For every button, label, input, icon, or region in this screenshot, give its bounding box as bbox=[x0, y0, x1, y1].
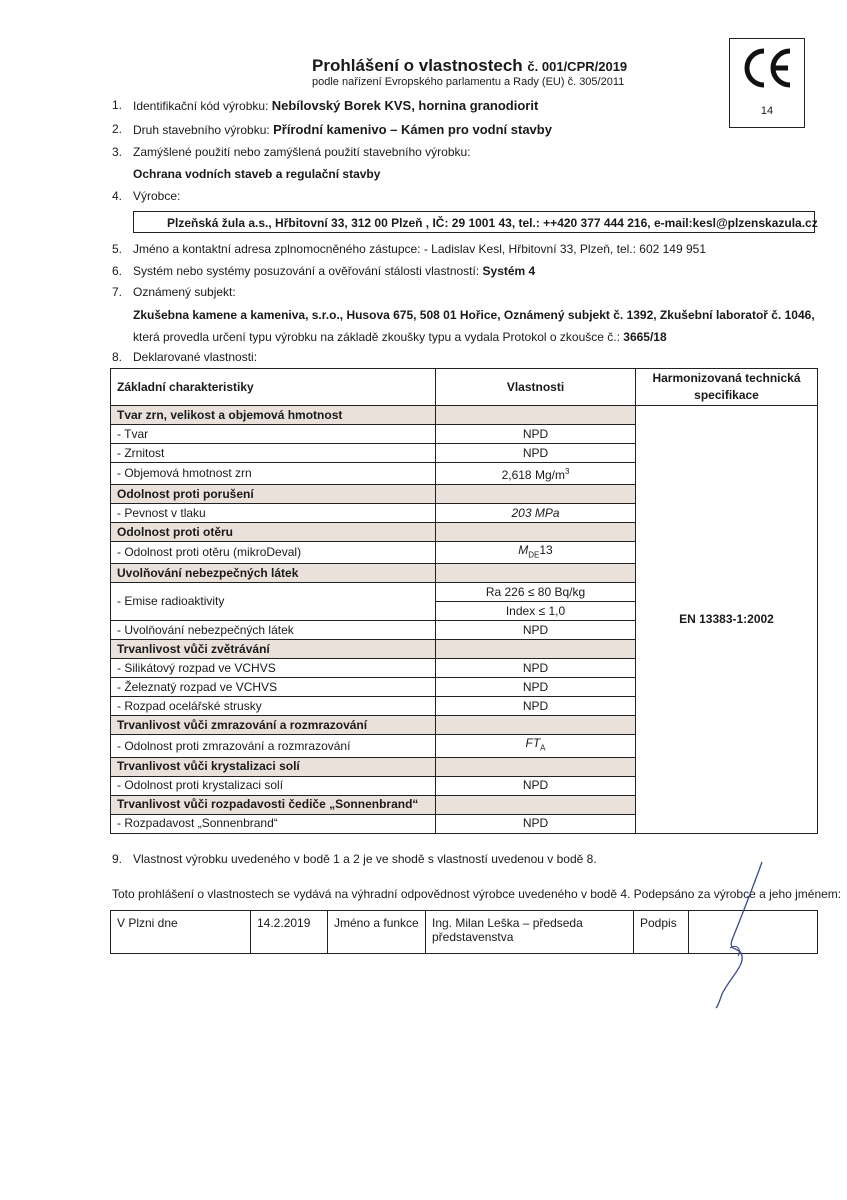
closing-statement: Toto prohlášení o vlastnostech se vydává na výhradní odpovědnost výrobce uvedeného v bodě 4. Podepsáno za výrobce a jeho jménem: bbox=[112, 887, 842, 901]
role-label-cell: Jméno a funkce bbox=[328, 911, 426, 954]
document-title bbox=[312, 56, 627, 76]
item-6-value: Systém 4 bbox=[482, 264, 536, 278]
item-1-value: Nebílovský Borek KVS, hornina granodiorit bbox=[271, 98, 539, 113]
properties-table bbox=[110, 368, 818, 834]
spec-cell: EN 13383-1:2002 bbox=[636, 406, 818, 834]
item-2-label: Druh stavebního výrobku: bbox=[133, 123, 270, 137]
item-5-label: Jméno a kontaktní adresa zplnomocněného zástupce: - Ladislav Kesl, Hřbitovní 33, Plzeň, tel.: 602 149 951 bbox=[133, 242, 707, 256]
table-row: - Odolnost proti krystalizaci solí NPD bbox=[111, 776, 818, 795]
ce-number: 14 bbox=[760, 105, 774, 117]
item-9-text: Vlastnost výrobku uvedeného v bodě 1 a 2 je ve shodě s vlastností uvedenou v bodě 8. bbox=[133, 852, 597, 866]
item-3-value: Ochrana vodních staveb a regulační stavby bbox=[133, 167, 381, 181]
table-row: - Odolnost proti zmrazování a rozmrazování $FT_A$ bbox=[111, 735, 818, 757]
table-row: - Emise radioaktivity Ra 226 ≤ 80 Bq/kg bbox=[111, 583, 818, 602]
header-specification: Harmonizovaná technická specifikace bbox=[636, 369, 818, 406]
item-3-label: Zamýšlené použití nebo zamýšlená použití stavebního výrobku: bbox=[133, 145, 471, 159]
table-row: - Rozpad ocelářské strusky NPD bbox=[111, 697, 818, 716]
item-7-protocol: 3665/18 bbox=[623, 330, 667, 344]
item-7-value-2: která provedla určení typu výrobku na základě zkoušky typu a vydala Protokol o zkoušce č.: bbox=[133, 330, 620, 344]
header-properties: Vlastnosti bbox=[436, 369, 636, 406]
table-section-row: Trvanlivost vůči zmrazování a rozmrazování bbox=[111, 716, 818, 735]
table-row: - Odolnost proti otěru (mikroDeval) $M_{DE}13$ bbox=[111, 542, 818, 564]
table-section-row: Odolnost proti porušení bbox=[111, 485, 818, 504]
item-7-value: Zkušebna kamene a kameniva, s.r.o., Husova 675, 508 01 Hořice, Oznámený subjekt č. 1392, Zkušební laboratoř č. 1046, bbox=[133, 308, 815, 322]
table-section-row: Tvar zrn, velikost a objemová hmotnost EN 13383-1:2002 bbox=[111, 406, 818, 425]
sign-label-cell: Podpis bbox=[634, 911, 689, 954]
table-row: - Zrnitost NPD bbox=[111, 444, 818, 463]
ce-mark-logo bbox=[738, 43, 796, 93]
table-row: - Silikátový rozpad ve VCHVS NPD bbox=[111, 659, 818, 678]
item-4-label: Výrobce: bbox=[133, 189, 181, 203]
item-8-label: Deklarované vlastnosti: bbox=[133, 350, 258, 364]
table-section-row: Odolnost proti otěru bbox=[111, 523, 818, 542]
table-row: - Tvar NPD bbox=[111, 425, 818, 444]
table-section-row: Trvanlivost vůči zvětrávání bbox=[111, 640, 818, 659]
table-section-row: Uvolňování nebezpečných látek bbox=[111, 564, 818, 583]
place-cell: V Plzni dne bbox=[111, 911, 251, 954]
title-text: Prohlášení o vlastnostech bbox=[312, 56, 523, 75]
manufacturer-box: Plzeňská žula a.s., Hřbitovní 33, 312 00 Plzeň , IČ: 29 1001 43, tel.: ++420 377 444 216, e-mail:kesl@plzenskazula.cz bbox=[133, 211, 815, 233]
table-row: - Pevnost v tlaku 203 MPa bbox=[111, 504, 818, 523]
title-number: č. 001/CPR/2019 bbox=[527, 59, 628, 74]
name-cell: Ing. Milan Leška – předseda představenstva bbox=[426, 911, 634, 954]
table-row: - Objemová hmotnost zrn 2,618 $Mg/m^3$ bbox=[111, 463, 818, 485]
table-row: Index ≤ 1,0 bbox=[111, 602, 818, 621]
document-subtitle: podle nařízení Evropského parlamentu a Rady (EU) č. 305/2011 bbox=[312, 76, 625, 88]
table-row: - Rozpadavost „Sonnenbrand“ NPD bbox=[111, 814, 818, 833]
table-header-row bbox=[111, 369, 818, 406]
item-1-label: Identifikační kód výrobku: bbox=[133, 99, 269, 113]
table-section-row: Trvanlivost vůči rozpadavosti čediče „Sonnenbrand“ bbox=[111, 795, 818, 814]
handwritten-signature bbox=[700, 860, 790, 1010]
ce-marking-box bbox=[729, 38, 805, 128]
header-characteristics: Základní charakteristiky bbox=[111, 369, 436, 406]
item-6-label: Systém nebo systémy posuzování a ověřování stálosti vlastností: bbox=[133, 264, 480, 278]
item-2-value: Přírodní kamenivo – Kámen pro vodní stavby bbox=[273, 122, 552, 137]
item-7-label: Oznámený subjekt: bbox=[133, 285, 236, 299]
table-row: - Železnatý rozpad ve VCHVS NPD bbox=[111, 678, 818, 697]
table-section-row: Trvanlivost vůči krystalizaci solí bbox=[111, 757, 818, 776]
table-row: - Uvolňování nebezpečných látek NPD bbox=[111, 621, 818, 640]
date-cell: 14.2.2019 bbox=[251, 911, 328, 954]
